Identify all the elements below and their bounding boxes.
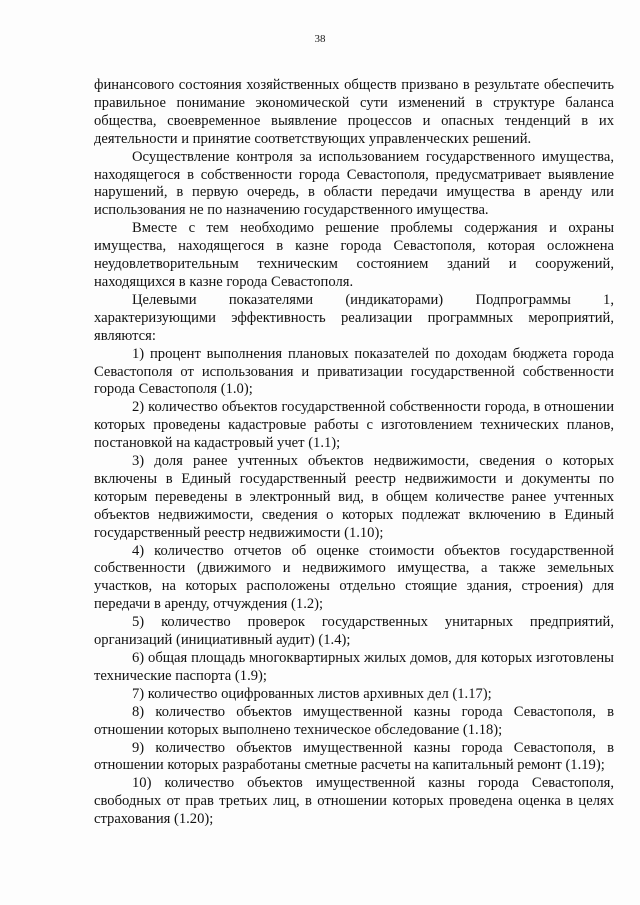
paragraph: Вместе с тем необходимо решение проблемы содержания и охраны имущества, находящегося в казне города Севастополя, которая осложнена неудовлетворительным техническим состоянием зданий и сооружений, находящихся в казне города Севастополя.	[94, 220, 614, 290]
document-body	[94, 77, 614, 829]
paragraph: финансового состояния хозяйственных обществ призвано в результате обеспечить правильное понимание экономической сути изменений в структуре баланса общества, своевременное выявление процессов и опасных тенденций в их деятельности и принятие соответствующих управленческих решений.	[94, 77, 614, 147]
paragraph: Осуществление контроля за использованием государственного имущества, находящегося в собственности города Севастополя, предусматривает выявление нарушений, в первую очередь, в области передачи имущества в аренду или использования не по назначению государственного имущества.	[94, 148, 614, 219]
paragraph: 7) количество оцифрованных листов архивных дел (1.17);	[132, 685, 492, 702]
paragraph: 3) доля ранее учтенных объектов недвижимости, сведения о которых включены в Единый государственный реестр недвижимости и документы по которым переведены в электронный вид, в общем количестве ранее учтенных объектов недвижимости, сведения о которых подлежат включению в Единый государственный реестр недвижимости (1.10);	[94, 453, 614, 541]
paragraph: 4) количество отчетов об оценке стоимости объектов государственной собственности (движимого и недвижимого имущества, а также земельных участков, на которых расположены отдельно стоящие здания, строения) для передачи в аренду, отчуждения (1.2);	[94, 542, 614, 613]
paragraph: 1) процент выполнения плановых показателей по доходам бюджета города Севастополя от использования и приватизации государственной собственности города Севастополя (1.0);	[94, 345, 614, 398]
paragraph: 6) общая площадь многоквартирных жилых домов, для которых изготовлены технические паспорта (1.9);	[94, 650, 614, 684]
paragraph: 9) количество объектов имущественной казны города Севастополя, в отношении которых разработаны сметные расчеты на капитальный ремонт (1.19);	[94, 739, 614, 774]
paragraph: 5) количество проверок государственных унитарных предприятий, организаций (инициативный аудит) (1.4);	[94, 614, 614, 649]
paragraph: 8) количество объектов имущественной казны города Севастополя, в отношении которых выполнено техническое обследование (1.18);	[94, 703, 614, 738]
paragraph: 2) количество объектов государственной собственности города, в отношении которых проведены кадастровые работы с изготовлением технических планов, постановкой на кадастровый учет (1.1);	[94, 399, 614, 452]
paragraph: Целевыми показателями (индикаторами) Подпрограммы 1, характеризующими эффективность реализации программных мероприятий, являются:	[94, 291, 614, 344]
paragraph: 10) количество объектов имущественной казны города Севастополя, свободных от прав третьих лиц, в отношении которых проведена оценка в целях страхования (1.20);	[94, 775, 614, 828]
page-number: 38	[314, 33, 326, 45]
